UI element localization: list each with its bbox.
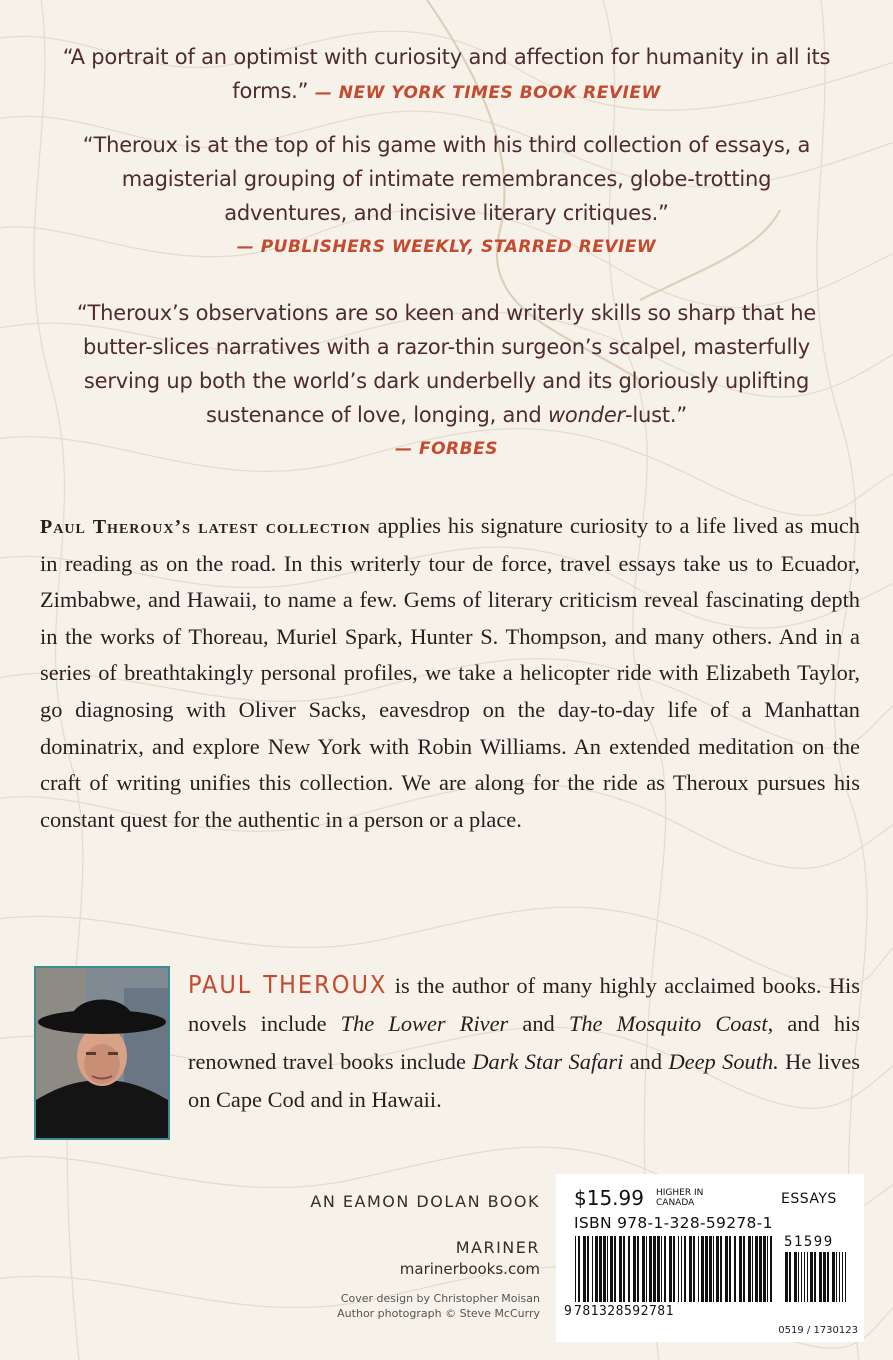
barcode-bar — [827, 1252, 829, 1302]
barcode-bar — [748, 1236, 751, 1302]
cover-credit: Cover design by Christopher Moisan — [340, 1292, 540, 1305]
barcode-bar — [698, 1236, 699, 1302]
barcode-bar — [587, 1236, 589, 1302]
quote-text: “A portrait of an optimist with curiosity and affection for humanity in all its forms.” — [62, 45, 831, 103]
quote-emphasis: wonder — [547, 403, 625, 427]
bio-text: He lives on Cape Cod and in Hawaii. — [188, 1049, 860, 1112]
barcode-bar — [614, 1236, 616, 1302]
barcode-bar — [752, 1236, 753, 1302]
ean-leading-digit: 9 — [564, 1304, 572, 1319]
barcode-bar — [709, 1236, 712, 1302]
barcode-bar — [801, 1252, 802, 1302]
barcode-bar — [578, 1236, 580, 1302]
barcode-bar — [814, 1252, 816, 1302]
barcode-bar — [832, 1252, 835, 1302]
barcode-bar — [823, 1252, 826, 1302]
book-title: Deep South. — [668, 1049, 779, 1074]
barcode-bar — [743, 1236, 745, 1302]
barcode-bar — [592, 1236, 593, 1302]
barcode-bar — [716, 1236, 719, 1302]
barcode-bar — [607, 1236, 608, 1302]
bio-text: is the author of many highly acclaimed books. His novels include — [188, 973, 860, 1036]
quote-source: — PUBLISHERS WEEKLY, STARRED REVIEW — [236, 237, 657, 257]
barcode-bar — [819, 1252, 822, 1302]
barcode-bar — [646, 1236, 647, 1302]
barcode-bar — [649, 1236, 652, 1302]
barcode-bar — [701, 1236, 704, 1302]
quote-source: — NEW YORK TIMES BOOK REVIEW — [314, 83, 661, 103]
photo-credit: Author photograph © Steve McCurry — [337, 1307, 540, 1320]
ean-barcode — [574, 1236, 774, 1302]
barcode-bar — [583, 1236, 586, 1302]
barcode-bar — [669, 1236, 672, 1302]
barcode-bar — [684, 1236, 686, 1302]
description-lead-in: Paul Theroux’s latest collection — [40, 516, 371, 538]
barcode-bar — [603, 1236, 606, 1302]
print-code: 0519 / 1730123 — [778, 1325, 858, 1336]
author-photo — [34, 966, 170, 1140]
book-title: The Mosquito Coast — [568, 1011, 768, 1036]
bio-text: and — [623, 1049, 669, 1074]
barcode-bar — [623, 1236, 625, 1302]
barcode-bar — [763, 1236, 766, 1302]
quote-text-end: -lust.” — [624, 403, 688, 427]
author-name: PAUL THEROUX — [188, 970, 388, 999]
quote-text: “Theroux’s observations are so keen and writerly skills so sharp that he butter-slices narratives with a razor-thin surgeon’s scalpel, masterfully serving up both the world’s dark underbelly and its gloriously uplifting sustenance of love, longing, and — [76, 301, 817, 427]
barcode-bar — [678, 1236, 679, 1302]
barcode-bar — [794, 1252, 797, 1302]
barcode-bar — [720, 1236, 722, 1302]
barcode-bar — [653, 1236, 656, 1302]
barcode-bar — [845, 1252, 846, 1302]
barcode-bar — [798, 1252, 799, 1302]
barcode-bar — [804, 1252, 805, 1302]
barcode-bar — [739, 1236, 742, 1302]
barcode-bar — [673, 1236, 675, 1302]
book-title: The Lower River — [340, 1011, 509, 1036]
barcode-panel — [556, 1174, 864, 1342]
barcode-bar — [693, 1236, 695, 1302]
barcode-bar — [619, 1236, 622, 1302]
barcode-bar — [810, 1252, 813, 1302]
bio-text: and — [508, 1011, 569, 1036]
price-addon-barcode — [784, 1252, 850, 1302]
price-addon-number: 51599 — [784, 1234, 834, 1250]
book-description — [40, 508, 860, 838]
barcode-bar — [842, 1252, 843, 1302]
barcode-bar — [689, 1236, 692, 1302]
barcode-bar — [681, 1236, 682, 1302]
barcode-bar — [759, 1236, 762, 1302]
barcode-bar — [734, 1236, 736, 1302]
barcode-bar — [595, 1236, 598, 1302]
review-quote-nyt — [60, 40, 833, 110]
barcode-bar — [657, 1236, 660, 1302]
barcode-bar — [770, 1236, 772, 1302]
isbn-number: ISBN 978-1-328-59278-1 — [574, 1214, 773, 1232]
barcode-bar — [642, 1236, 645, 1302]
barcode-bar — [767, 1236, 768, 1302]
imprint-line: AN EAMON DOLAN BOOK — [310, 1192, 540, 1211]
barcode-bar — [633, 1236, 636, 1302]
barcode-bar — [836, 1252, 837, 1302]
barcode-bar — [661, 1236, 662, 1302]
barcode-bar — [713, 1236, 714, 1302]
barcode-bar — [637, 1236, 639, 1302]
price: $15.99 — [574, 1186, 644, 1210]
barcode-bar — [839, 1252, 840, 1302]
author-portrait-illustration — [36, 968, 168, 1138]
price-note: HIGHER IN CANADA — [656, 1188, 704, 1208]
barcode-bar — [628, 1236, 630, 1302]
barcode-bar — [807, 1252, 808, 1302]
barcode-bar — [664, 1236, 666, 1302]
bio-text: , and his renowned travel books include — [188, 1011, 860, 1074]
description-text: applies his signature curiosity to a life lived as much in reading as on the road. In this writerly tour de force, travel essays take us to Ecuador, Zimbabwe, and Hawaii, to name a few. Gems of literary criticism reveal fascinating depth in the works of Thoreau, Muriel Spark, Hunter S. Thompson, and many others. And in a series of breathtakingly personal profiles, we take a helicopter ride with Elizabeth Taylor, go diagnosing with Oliver Sacks, eavesdrop on the day-to-day life of a Manhattan dominatrix, and explore New York with Robin Williams. An extended meditation on the craft of writing unifies this collection. We are along for the ride as Theroux pursues his constant quest for the authentic in a person or a place. — [40, 513, 860, 832]
quote-text: “Theroux is at the top of his game with his third collection of essays, a magisterial grouping of intimate remembrances, globe-trotting adventures, and incisive literary critiques.” — [82, 133, 811, 225]
quote-source: — FORBES — [395, 439, 498, 459]
barcode-bar — [575, 1236, 576, 1302]
barcode-bar — [599, 1236, 602, 1302]
review-quote-publishers-weekly — [60, 128, 833, 264]
author-bio — [188, 966, 860, 1119]
barcode-bar — [755, 1236, 758, 1302]
book-title: Dark Star Safari — [472, 1049, 624, 1074]
barcode-bar — [789, 1252, 791, 1302]
review-quote-forbes — [60, 296, 833, 466]
genre-label: ESSAYS — [781, 1191, 837, 1207]
publisher-name: MARINER — [455, 1238, 540, 1257]
barcode-bar — [725, 1236, 728, 1302]
barcode-bar — [705, 1236, 708, 1302]
barcode-bar — [729, 1236, 731, 1302]
barcode-bar — [785, 1252, 788, 1302]
publisher-website[interactable]: marinerbooks.com — [399, 1260, 540, 1278]
ean-digits: 781328592781 — [574, 1304, 674, 1319]
barcode-bar — [610, 1236, 613, 1302]
